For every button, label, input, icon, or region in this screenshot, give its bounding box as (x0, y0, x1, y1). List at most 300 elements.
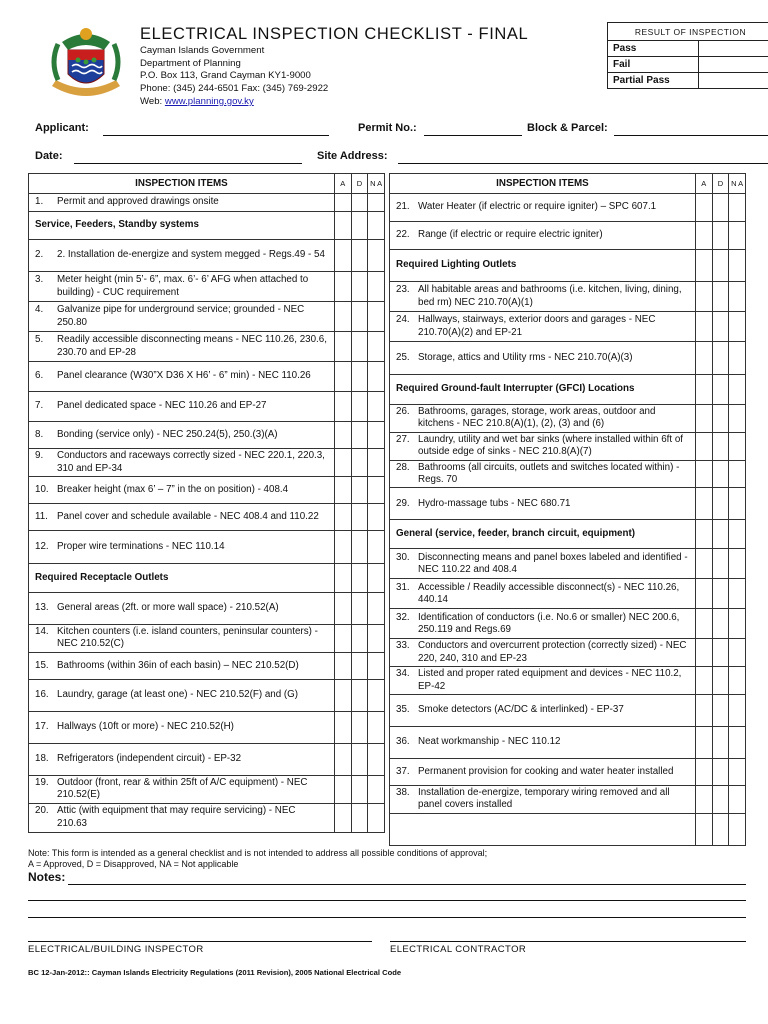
table-row (390, 520, 746, 549)
table-row (390, 667, 746, 695)
item-text: Permit and approved drawings onsite (57, 196, 219, 208)
page-title: ELECTRICAL INSPECTION CHECKLIST - FINAL (140, 25, 529, 43)
disapproved-checkbox[interactable] (351, 302, 368, 332)
item-text: Galvanize pipe for underground service; grounded - NEC 250.80 (57, 304, 305, 328)
inspection-item (29, 593, 335, 625)
inspection-item (29, 504, 335, 531)
disapproved-checkbox[interactable] (712, 250, 729, 282)
disapproved-checkbox[interactable] (712, 759, 729, 786)
item-text: Hallways, stairways, exterior doors and garages - NEC 210.70(A)(2) and EP-21 (418, 314, 656, 338)
item-text: Identification of conductors (i.e. No.6 or smaller) NEC 200.6, 250.119 and Regs.69 (418, 611, 680, 635)
not-applicable-checkbox[interactable] (729, 194, 746, 222)
disapproved-checkbox[interactable] (351, 332, 368, 362)
not-applicable-checkbox[interactable] (368, 775, 385, 803)
not-applicable-checkbox[interactable] (729, 222, 746, 250)
disapproved-checkbox[interactable] (351, 362, 368, 392)
item-number: 6. (35, 370, 44, 382)
item-number: 14. (35, 626, 49, 637)
approved-checkbox[interactable] (695, 549, 712, 579)
table-row (29, 652, 385, 679)
inspection-item (29, 803, 335, 832)
approved-checkbox[interactable] (334, 332, 351, 362)
disapproved-checkbox[interactable] (351, 803, 368, 832)
not-applicable-checkbox[interactable] (729, 520, 746, 549)
inspection-item (390, 194, 696, 222)
disapproved-checkbox[interactable] (712, 579, 729, 609)
disapproved-checkbox[interactable] (712, 727, 729, 759)
footnote (28, 848, 487, 870)
approved-checkbox[interactable] (695, 194, 712, 222)
contractor-signature-label: ELECTRICAL CONTRACTOR (390, 944, 527, 955)
table-row (29, 240, 385, 272)
not-applicable-checkbox[interactable] (729, 488, 746, 520)
approved-checkbox[interactable] (334, 194, 351, 212)
not-applicable-checkbox[interactable] (729, 695, 746, 727)
not-applicable-checkbox[interactable] (368, 272, 385, 302)
inspection-item (29, 679, 335, 711)
not-applicable-checkbox[interactable] (729, 579, 746, 609)
not-applicable-checkbox[interactable] (368, 449, 385, 477)
legend-line: A = Approved, D = Disapproved, NA = Not applicable (28, 859, 239, 869)
web-line (140, 96, 328, 109)
disapproved-checkbox[interactable] (712, 488, 729, 520)
not-applicable-checkbox[interactable] (368, 593, 385, 625)
inspection-item (29, 272, 335, 302)
disapproved-checkbox[interactable] (712, 549, 729, 579)
disapproved-checkbox[interactable] (351, 625, 368, 653)
inspection-item (29, 477, 335, 504)
table-row (390, 579, 746, 609)
item-text: Proper wire terminations - NEC 110.14 (57, 540, 225, 552)
approved-checkbox[interactable] (334, 625, 351, 653)
disapproved-checkbox[interactable] (712, 375, 729, 405)
empty-cell (390, 813, 696, 845)
notes-line[interactable] (68, 884, 746, 885)
item-number: 32. (396, 611, 410, 623)
table-row (29, 531, 385, 564)
inspection-item (29, 240, 335, 272)
not-applicable-checkbox[interactable] (368, 332, 385, 362)
inspection-item (390, 759, 696, 786)
item-number: 31. (396, 581, 410, 593)
item-number: 38. (396, 787, 410, 799)
fail-checkbox[interactable] (699, 57, 768, 73)
not-applicable-checkbox[interactable] (368, 531, 385, 564)
address-line: Phone: (345) 244-6501 Fax: (345) 769-2922 (140, 83, 329, 95)
approved-checkbox[interactable] (334, 422, 351, 449)
approved-checkbox[interactable] (695, 342, 712, 375)
disapproved-checkbox[interactable] (351, 652, 368, 679)
address-line: P.O. Box 113, Grand Cayman KY1-9000 (140, 70, 311, 82)
item-number: 16. (35, 689, 49, 701)
disapproved-checkbox[interactable] (712, 695, 729, 727)
approved-checkbox[interactable] (334, 272, 351, 302)
disapproved-checkbox[interactable] (712, 282, 729, 312)
table-row (390, 786, 746, 814)
item-text: Readily accessible disconnecting means - NEC 110.26, 230.6, 230.70 and EP-28 (57, 334, 327, 358)
not-applicable-checkbox[interactable] (729, 786, 746, 814)
approved-checkbox[interactable] (334, 240, 351, 272)
item-number: 3. (35, 274, 44, 286)
approved-checkbox[interactable] (334, 531, 351, 564)
item-number: 28. (396, 461, 410, 473)
table-row (390, 813, 746, 845)
partial-pass-checkbox[interactable] (699, 73, 768, 89)
inspection-item (390, 488, 696, 520)
approved-checkbox[interactable] (695, 222, 712, 250)
item-text: All habitable areas and bathrooms (i.e. kitchen, living, dining, bed rm) NEC 210.70(A)(1) (418, 284, 682, 308)
item-number: 37. (396, 765, 410, 777)
inspection-item (29, 625, 335, 653)
column-header-not-applicable: N A (368, 174, 385, 194)
permit-no-field[interactable] (424, 135, 522, 136)
approved-checkbox[interactable] (695, 282, 712, 312)
not-applicable-checkbox[interactable] (729, 667, 746, 695)
table-row (29, 743, 385, 775)
approved-checkbox[interactable] (695, 375, 712, 405)
approved-checkbox[interactable] (695, 667, 712, 695)
inspection-item (390, 432, 696, 460)
approved-checkbox[interactable] (334, 711, 351, 743)
inspection-item (390, 695, 696, 727)
approved-checkbox[interactable] (334, 392, 351, 422)
item-text: Storage, attics and Utility rms - NEC 210.70(A)(3) (418, 351, 633, 363)
item-number: 19. (35, 776, 49, 788)
item-number: 23. (396, 284, 410, 296)
result-heading: RESULT OF INSPECTION (608, 23, 768, 41)
item-text: Installation de-energize, temporary wiring removed and all panel covers installed (418, 787, 670, 811)
item-number: 11. (35, 510, 48, 522)
table-row (29, 332, 385, 362)
inspection-item (390, 786, 696, 814)
item-number: 8. (35, 428, 44, 440)
block-parcel-label: Block & Parcel: (527, 122, 608, 134)
item-number: 5. (35, 334, 44, 346)
item-number: 15. (35, 659, 49, 671)
block-parcel-field[interactable] (614, 135, 768, 136)
table-row (29, 449, 385, 477)
disapproved-checkbox[interactable] (712, 609, 729, 639)
item-text: Disconnecting means and panel boxes labeled and identified - NEC 110.22 and 408.4 (418, 551, 688, 575)
disapproved-checkbox[interactable] (351, 531, 368, 564)
item-number: 12. (35, 540, 49, 552)
approved-checkbox[interactable] (695, 250, 712, 282)
not-applicable-checkbox[interactable] (368, 240, 385, 272)
table-row (390, 312, 746, 342)
not-applicable-checkbox[interactable] (368, 564, 385, 593)
item-text: Laundry, utility and wet bar sinks (where installed within 6ft of outside edge of sinks - NEC 210.8(A)(7) (418, 433, 684, 458)
disapproved-checkbox[interactable] (712, 786, 729, 814)
table-row (390, 194, 746, 222)
approved-checkbox[interactable] (334, 302, 351, 332)
site-address-field[interactable] (398, 163, 768, 164)
table-row (390, 639, 746, 667)
column-header-disapproved: D (351, 174, 368, 194)
item-number: 30. (396, 551, 410, 563)
result-of-inspection-box (607, 22, 768, 89)
item-text: Hallways (10ft or more) - NEC 210.52(H) (57, 721, 234, 733)
item-text: Conductors and raceways correctly sized - NEC 220.1, 220.3, 310 and EP-34 (57, 450, 325, 474)
table-row (29, 422, 385, 449)
disapproved-checkbox[interactable] (712, 222, 729, 250)
inspection-table-right (389, 173, 746, 846)
approved-checkbox[interactable] (695, 460, 712, 488)
table-row (390, 609, 746, 639)
table-row (29, 593, 385, 625)
table-row (390, 250, 746, 282)
inspection-item (390, 727, 696, 759)
item-text: Conductors and overcurrent protection (correctly sized) - NEC 220, 240, 310 and EP-23 (418, 640, 687, 664)
item-text: Breaker height (max 6’ – 7” in the on position) - 408.4 (57, 483, 289, 495)
approved-checkbox[interactable] (695, 695, 712, 727)
table-row (390, 282, 746, 312)
approved-checkbox[interactable] (695, 609, 712, 639)
disapproved-checkbox[interactable] (351, 272, 368, 302)
address-line: Cayman Islands Government (140, 45, 265, 56)
disapproved-checkbox[interactable] (351, 240, 368, 272)
inspector-signature-label: ELECTRICAL/BUILDING INSPECTOR (28, 944, 204, 955)
inspection-item (29, 302, 335, 332)
approved-checkbox[interactable] (695, 639, 712, 667)
disapproved-checkbox[interactable] (351, 564, 368, 593)
not-applicable-checkbox[interactable] (368, 504, 385, 531)
item-number: 24. (396, 314, 410, 326)
item-text: Panel dedicated space - NEC 110.26 and EP-27 (57, 400, 267, 412)
approved-checkbox[interactable] (695, 520, 712, 549)
table-row (390, 488, 746, 520)
contractor-signature-line[interactable] (390, 941, 746, 942)
approved-checkbox[interactable] (695, 488, 712, 520)
date-field[interactable] (74, 163, 302, 164)
not-applicable-checkbox[interactable] (729, 312, 746, 342)
disapproved-checkbox[interactable] (351, 422, 368, 449)
inspection-item (390, 342, 696, 375)
item-text: Panel cover and schedule available - NEC 408.4 and 110.22 (57, 510, 319, 522)
table-row (29, 272, 385, 302)
not-applicable-checkbox[interactable] (729, 609, 746, 639)
table-row (390, 342, 746, 375)
inspection-item (390, 282, 696, 312)
footnote-line: Note: This form is intended as a general checklist and is not intended to address all possible conditions of approval; (28, 848, 488, 858)
inspection-item (29, 775, 335, 803)
disapproved-checkbox[interactable] (712, 639, 729, 667)
inspection-item (29, 422, 335, 449)
section-heading: Required Lighting Outlets (390, 250, 696, 282)
not-applicable-checkbox[interactable] (729, 432, 746, 460)
approved-checkbox[interactable] (695, 579, 712, 609)
inspection-item (390, 405, 696, 433)
applicant-field[interactable] (103, 135, 329, 136)
address-line: Department of Planning (140, 57, 241, 69)
disapproved-checkbox[interactable] (351, 212, 368, 240)
inspection-item (390, 639, 696, 667)
item-number: 34. (396, 668, 410, 680)
disapproved-checkbox[interactable] (351, 711, 368, 743)
disapproved-checkbox[interactable] (351, 775, 368, 803)
not-applicable-checkbox[interactable] (729, 460, 746, 488)
item-text: General areas (2ft. or more wall space) - 210.52(A) (57, 602, 279, 614)
not-applicable-checkbox[interactable] (368, 362, 385, 392)
not-applicable-checkbox[interactable] (729, 405, 746, 433)
approved-checkbox[interactable] (334, 679, 351, 711)
table-row (29, 564, 385, 593)
website-link[interactable]: www.planning.gov.ky (164, 95, 254, 107)
item-number: 27. (396, 433, 410, 445)
approved-checkbox[interactable] (695, 405, 712, 433)
inspection-item (29, 743, 335, 775)
item-number: 18. (35, 753, 49, 765)
disapproved-checkbox[interactable] (351, 449, 368, 477)
approved-checkbox[interactable] (695, 432, 712, 460)
inspection-item (390, 549, 696, 579)
approved-checkbox[interactable] (334, 803, 351, 832)
disapproved-checkbox[interactable] (351, 743, 368, 775)
disapproved-checkbox[interactable] (712, 312, 729, 342)
item-number: 36. (396, 736, 410, 748)
approved-checkbox[interactable] (695, 759, 712, 786)
item-text: Kitchen counters (i.e. island counters, peninsular counters) - NEC 210.52(C) (57, 626, 318, 650)
not-applicable-checkbox[interactable] (368, 652, 385, 679)
not-applicable-checkbox[interactable] (368, 625, 385, 653)
approved-checkbox[interactable] (334, 775, 351, 803)
disapproved-checkbox[interactable] (351, 679, 368, 711)
disapproved-checkbox[interactable] (712, 405, 729, 433)
coat-of-arms-logo (44, 22, 128, 106)
item-text: 2. Installation de-energize and system megged - Regs.49 - 54 (57, 249, 325, 261)
not-applicable-checkbox[interactable] (729, 342, 746, 375)
not-applicable-checkbox[interactable] (368, 302, 385, 332)
not-applicable-checkbox[interactable] (368, 711, 385, 743)
disapproved-checkbox[interactable] (712, 194, 729, 222)
approved-checkbox[interactable] (695, 813, 712, 845)
table-row (390, 405, 746, 433)
approved-checkbox[interactable] (334, 564, 351, 593)
item-text: Neat workmanship - NEC 110.12 (418, 736, 561, 748)
approved-checkbox[interactable] (695, 312, 712, 342)
inspection-item (390, 609, 696, 639)
inspection-item (29, 711, 335, 743)
applicant-label: Applicant: (35, 122, 89, 134)
section-heading: General (service, feeder, branch circuit, equipment) (390, 520, 696, 549)
item-number: 26. (396, 406, 410, 417)
not-applicable-checkbox[interactable] (729, 250, 746, 282)
not-applicable-checkbox[interactable] (368, 743, 385, 775)
approved-checkbox[interactable] (695, 786, 712, 814)
inspection-table-left (28, 173, 385, 833)
item-text: Permanent provision for cooking and water heater installed (418, 765, 674, 777)
item-number: 4. (35, 304, 44, 316)
item-text: Attic (with equipment that may require servicing) - NEC 210.63 (57, 805, 296, 829)
approved-checkbox[interactable] (334, 449, 351, 477)
approved-checkbox[interactable] (695, 727, 712, 759)
not-applicable-checkbox[interactable] (368, 194, 385, 212)
inspector-signature-line[interactable] (28, 941, 372, 942)
disapproved-checkbox[interactable] (351, 477, 368, 504)
item-text: Bonding (service only) - NEC 250.24(5), 250.(3)(A) (57, 428, 278, 440)
not-applicable-checkbox[interactable] (729, 375, 746, 405)
disapproved-checkbox[interactable] (712, 460, 729, 488)
item-number: 9. (35, 450, 44, 462)
disapproved-checkbox[interactable] (712, 342, 729, 375)
disapproved-checkbox[interactable] (712, 667, 729, 695)
item-number: 25. (396, 351, 410, 363)
item-text: Accessible / Readily accessible disconnect(s) - NEC 110.26, 440.14 (418, 581, 680, 605)
item-number: 1. (35, 196, 44, 208)
date-label: Date: (35, 150, 63, 162)
notes-line[interactable] (28, 900, 746, 901)
column-header-inspection-items: INSPECTION ITEMS (390, 174, 696, 194)
inspection-item (29, 531, 335, 564)
approved-checkbox[interactable] (334, 593, 351, 625)
item-text: Hydro-massage tubs - NEC 680.71 (418, 497, 571, 509)
not-applicable-checkbox[interactable] (729, 813, 746, 845)
item-text: Panel clearance (W30”X D36 X H6’ - 6” min) - NEC 110.26 (57, 370, 311, 382)
item-number: 33. (396, 640, 410, 652)
disapproved-checkbox[interactable] (712, 520, 729, 549)
item-text: Range (if electric or require electric igniter) (418, 229, 603, 241)
inspection-item (29, 392, 335, 422)
disapproved-checkbox[interactable] (351, 593, 368, 625)
inspection-item (390, 460, 696, 488)
not-applicable-checkbox[interactable] (368, 422, 385, 449)
not-applicable-checkbox[interactable] (368, 679, 385, 711)
table-row (29, 477, 385, 504)
notes-line[interactable] (28, 917, 746, 918)
approved-checkbox[interactable] (334, 504, 351, 531)
not-applicable-checkbox[interactable] (368, 392, 385, 422)
item-text: Bathrooms (all circuits, outlets and switches located within) - Regs. 70 (418, 461, 680, 486)
table-row (390, 549, 746, 579)
disapproved-checkbox[interactable] (712, 813, 729, 845)
inspection-item (29, 332, 335, 362)
not-applicable-checkbox[interactable] (729, 759, 746, 786)
not-applicable-checkbox[interactable] (368, 803, 385, 832)
item-text: Bathrooms, garages, storage, work areas, outdoor and kitchens - NEC 210.8(A)(1), (2), (3) and (6) (418, 406, 656, 430)
table-row (390, 460, 746, 488)
not-applicable-checkbox[interactable] (729, 549, 746, 579)
approved-checkbox[interactable] (334, 212, 351, 240)
not-applicable-checkbox[interactable] (729, 282, 746, 312)
table-row (29, 212, 385, 240)
pass-checkbox[interactable] (699, 41, 768, 57)
item-text: Listed and proper rated equipment and devices - NEC 110.2, EP-42 (418, 668, 682, 692)
disapproved-checkbox[interactable] (712, 432, 729, 460)
table-row (390, 375, 746, 405)
pass-label: Pass (608, 41, 699, 57)
not-applicable-checkbox[interactable] (368, 477, 385, 504)
not-applicable-checkbox[interactable] (729, 639, 746, 667)
disapproved-checkbox[interactable] (351, 194, 368, 212)
table-row (29, 803, 385, 832)
inspection-item (29, 362, 335, 392)
disapproved-checkbox[interactable] (351, 504, 368, 531)
item-number: 2. (35, 249, 44, 261)
approved-checkbox[interactable] (334, 743, 351, 775)
inspection-item (390, 667, 696, 695)
not-applicable-checkbox[interactable] (368, 212, 385, 240)
item-number: 13. (35, 602, 49, 614)
not-applicable-checkbox[interactable] (729, 727, 746, 759)
notes-label: Notes: (28, 870, 66, 884)
column-header-inspection-items: INSPECTION ITEMS (29, 174, 335, 194)
approved-checkbox[interactable] (334, 652, 351, 679)
approved-checkbox[interactable] (334, 477, 351, 504)
table-row (390, 759, 746, 786)
disapproved-checkbox[interactable] (351, 392, 368, 422)
item-text: Refrigerators (independent circuit) - EP-32 (57, 753, 242, 765)
approved-checkbox[interactable] (334, 362, 351, 392)
table-row (390, 432, 746, 460)
